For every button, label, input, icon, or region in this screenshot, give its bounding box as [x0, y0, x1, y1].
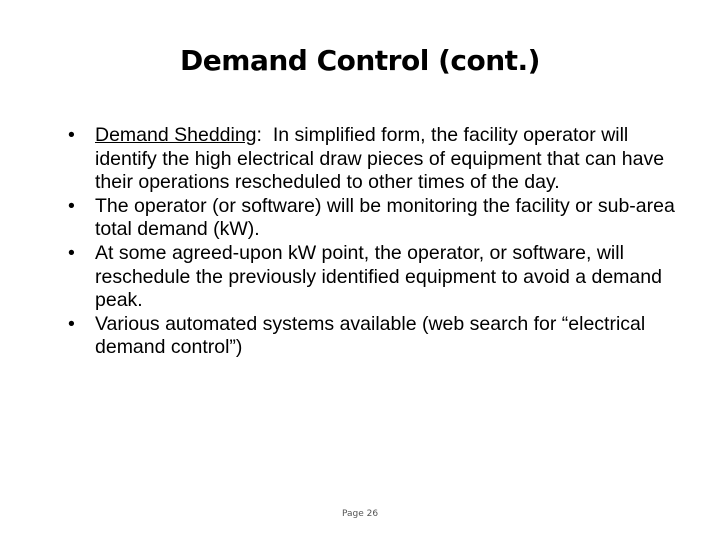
slide-title: Demand Control (cont.): [180, 44, 540, 77]
page-number: Page 26: [341, 509, 379, 519]
bullet-separator: :: [256, 124, 273, 146]
bullet-icon: •: [68, 124, 75, 146]
bullet-text: Various automated systems available (web search for “electrical demand control”): [95, 312, 646, 359]
bullet-list: [68, 124, 680, 360]
bullet-icon: •: [68, 312, 75, 335]
bullet-item: [68, 241, 680, 313]
bullet-icon: •: [68, 194, 75, 217]
bullet-item: [68, 312, 680, 360]
bullet-icon: •: [68, 241, 75, 264]
bullet-item: [68, 194, 680, 242]
bullet-term: Demand Shedding: [95, 124, 257, 146]
bullet-item: [68, 124, 680, 195]
bullet-text: In simplified form, the facility operator will identify the high electrical draw pieces of equipment that can have their operations rescheduled to other times of the day.: [95, 124, 665, 194]
bullet-text: The operator (or software) will be monitoring the facility or sub-area total demand (kW).: [95, 194, 675, 241]
bullet-text: At some agreed-upon kW point, the operator, or software, will reschedule the previously identified equipment to avoid a demand peak.: [95, 241, 662, 312]
